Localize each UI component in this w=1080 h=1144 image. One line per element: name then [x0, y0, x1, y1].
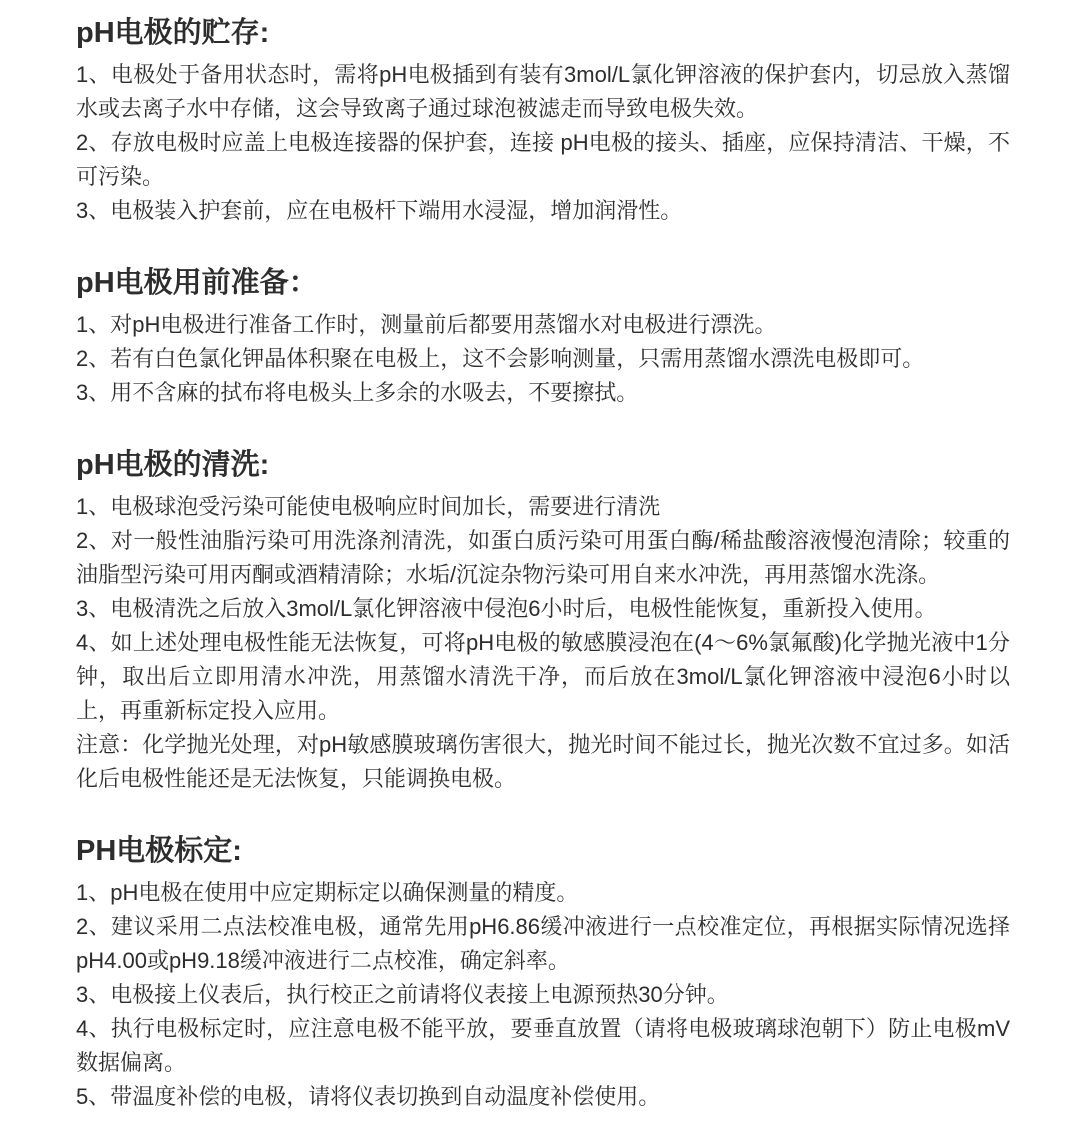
calibration-item-4: 4、执行电极标定时，应注意电极不能平放，要垂直放置（请将电极玻璃球泡朝下）防止电极mV数据偏离。 — [76, 1016, 1010, 1075]
section-preparation — [76, 264, 1010, 410]
section-cleaning — [76, 446, 1010, 796]
section-calibration — [76, 832, 1010, 1114]
preparation-item-2: 2、若有白色氯化钾晶体积聚在电极上，这不会影响测量，只需用蒸馏水漂洗电极即可。 — [76, 346, 925, 371]
section-calibration-heading: PH电极标定: — [76, 835, 242, 867]
cleaning-item-3: 3、电极清洗之后放入3mol/L氯化钾溶液中侵泡6小时后，电极性能恢复，重新投入使用。 — [76, 596, 937, 621]
storage-item-2: 2、存放电极时应盖上电极连接器的保护套，连接 pH电极的接头、插座，应保持清洁、干燥，不可污染。 — [76, 130, 1010, 189]
preparation-item-1: 1、对pH电极进行准备工作时，测量前后都要用蒸馏水对电极进行漂洗。 — [76, 312, 777, 337]
calibration-item-1: 1、pH电极在使用中应定期标定以确保测量的精度。 — [76, 880, 579, 905]
cleaning-item-1: 1、电极球泡受污染可能使电极响应时间加长，需要进行清洗 — [76, 494, 661, 519]
section-storage — [76, 14, 1010, 228]
storage-item-1: 1、电极处于备用状态时，需将pH电极插到有装有3mol/L氯化钾溶液的保护套内，切忌放入蒸馏水或去离子水中存储，这会导致离子通过球泡被滤走而导致电极失效。 — [76, 62, 1010, 121]
section-storage-heading: pH电极的贮存: — [76, 17, 270, 49]
cleaning-item-4: 4、如上述处理电极性能无法恢复，可将pH电极的敏感膜浸泡在(4～6%氯氟酸)化学抛光液中1分钟，取出后立即用清水冲洗，用蒸馏水清洗干净，而后放在3mol/L氯化钾溶液中浸泡6小时以上，再重新标定投入应用。 — [76, 630, 1010, 723]
cleaning-note: 注意：化学抛光处理，对pH敏感膜玻璃伤害很大，抛光时间不能过长，抛光次数不宜过多。如活化后电极性能还是无法恢复，只能调换电极。 — [76, 732, 1010, 791]
storage-item-3: 3、电极装入护套前，应在电极杆下端用水浸湿，增加润滑性。 — [76, 198, 683, 223]
calibration-item-2: 2、建议采用二点法校准电极，通常先用pH6.86缓冲液进行一点校准定位，再根据实际情况选择pH4.00或pH9.18缓冲液进行二点校准，确定斜率。 — [76, 914, 1010, 973]
preparation-item-3: 3、用不含麻的拭布将电极头上多余的水吸去，不要擦拭。 — [76, 380, 639, 405]
section-preparation-heading: pH电极用前准备： — [76, 267, 318, 299]
calibration-item-5: 5、带温度补偿的电极，请将仪表切换到自动温度补偿使用。 — [76, 1084, 661, 1109]
calibration-item-3: 3、电极接上仪表后，执行校正之前请将仪表接上电源预热30分钟。 — [76, 982, 729, 1007]
section-cleaning-heading: pH电极的清洗: — [76, 449, 270, 481]
cleaning-item-2: 2、对一般性油脂污染可用洗涤剂清洗，如蛋白质污染可用蛋白酶/稀盐酸溶液慢泡清除；较重的油脂型污染可用丙酮或酒精清除；水垢/沉淀杂物污染可用自来水冲洗，再用蒸馏水洗涤。 — [76, 528, 1010, 587]
